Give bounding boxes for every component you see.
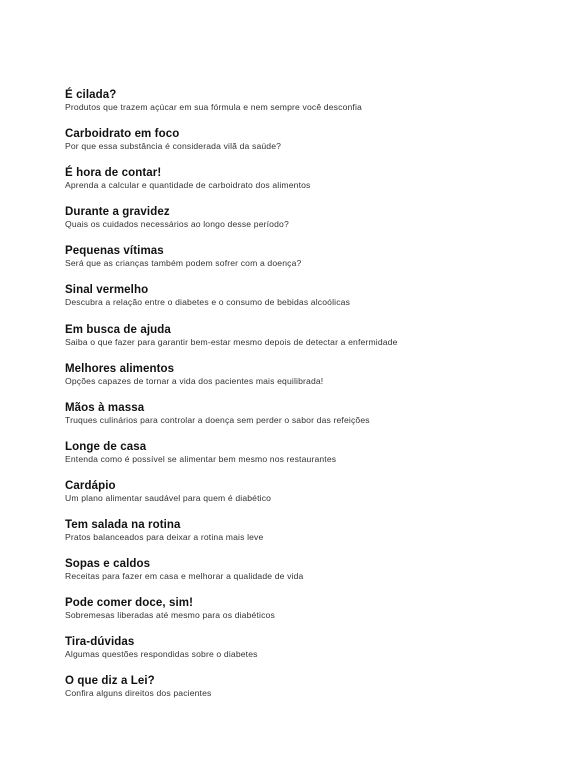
toc-entry-title: Durante a gravidez	[65, 206, 170, 219]
toc-entry-em-busca-de-ajuda	[65, 323, 555, 362]
toc-entry-title: É cilada?	[65, 89, 117, 101]
table-of-contents	[65, 88, 555, 714]
toc-entry-description: Sobremesas liberadas até mesmo para os diabéticos	[65, 610, 275, 621]
toc-entry-title: Mãos à massa	[65, 401, 145, 414]
toc-entry-description: Confira alguns direitos dos pacientes	[65, 688, 212, 699]
toc-entry-tira-duvidas	[65, 635, 555, 674]
toc-entry-title: Pode comer doce, sim!	[65, 597, 193, 610]
toc-entry-tem-salada-na-rotina	[65, 518, 555, 557]
toc-entry-description: Entenda como é possível se alimentar bem mesmo nos restaurantes	[65, 453, 337, 464]
toc-entry-title: O que diz a Lei?	[65, 675, 155, 688]
toc-entry-maos-a-massa	[65, 401, 555, 440]
toc-entry-description: Aprenda a calcular e quantidade de carboidrato dos alimentos	[65, 180, 311, 191]
toc-entry-longe-de-casa	[65, 440, 555, 479]
toc-entry-title: Longe de casa	[65, 440, 147, 453]
toc-entry-title: Sinal vermelho	[65, 284, 149, 297]
toc-entry-title: Sopas e caldos	[65, 558, 151, 571]
toc-entry-title: Cardápio	[65, 479, 116, 492]
toc-entry-title: Em busca de ajuda	[65, 323, 171, 336]
toc-entry-durante-a-gravidez	[65, 205, 555, 244]
toc-entry-melhores-alimentos	[65, 362, 555, 401]
toc-entry-sopas-e-caldos	[65, 557, 555, 596]
toc-entry-e-hora-de-contar	[65, 166, 555, 205]
toc-entry-description: Algumas questões respondidas sobre o diabetes	[65, 649, 258, 660]
toc-entry-description: Quais os cuidados necessários ao longo desse período?	[65, 219, 289, 230]
toc-entry-title: Tira-dúvidas	[65, 636, 135, 649]
toc-entry-cardapio	[65, 479, 555, 518]
toc-entry-pequenas-vitimas	[65, 244, 555, 283]
toc-entry-description: Receitas para fazer em casa e melhorar a qualidade de vida	[65, 571, 304, 582]
toc-entry-description: Por que essa substância é considerada vilã da saúde?	[65, 141, 282, 152]
toc-entry-description: Produtos que trazem açúcar em sua fórmula e nem sempre você desconfia	[65, 102, 362, 112]
toc-entry-description: Truques culinários para controlar a doença sem perder o sabor das refeições	[65, 414, 370, 425]
toc-entry-description: Descubra a relação entre o diabetes e o consumo de bebidas alcoólicas	[65, 297, 351, 308]
toc-entry-description: Opções capazes de tornar a vida dos pacientes mais equilibrada!	[65, 375, 324, 386]
toc-entry-pode-comer-doce-sim	[65, 596, 555, 635]
toc-entry-sinal-vermelho	[65, 283, 555, 322]
toc-entry-title: Melhores alimentos	[65, 362, 175, 375]
toc-entry-o-que-diz-a-lei	[65, 674, 555, 713]
toc-entry-description: Será que as crianças também podem sofrer com a doença?	[65, 258, 302, 269]
toc-entry-e-cilada	[65, 88, 555, 127]
toc-entry-title: É hora de contar!	[65, 167, 162, 180]
toc-entry-title: Pequenas vítimas	[65, 245, 164, 258]
toc-entry-description: Saiba o que fazer para garantir bem-estar mesmo depois de detectar a enfermidade	[65, 336, 398, 347]
toc-entry-description: Pratos balanceados para deixar a rotina mais leve	[65, 532, 264, 543]
toc-entry-carboidrato-em-foco	[65, 127, 555, 166]
toc-entry-description: Um plano alimentar saudável para quem é diabético	[65, 492, 272, 503]
toc-entry-title: Carboidrato em foco	[65, 128, 180, 141]
toc-entry-title: Tem salada na rotina	[65, 519, 181, 532]
